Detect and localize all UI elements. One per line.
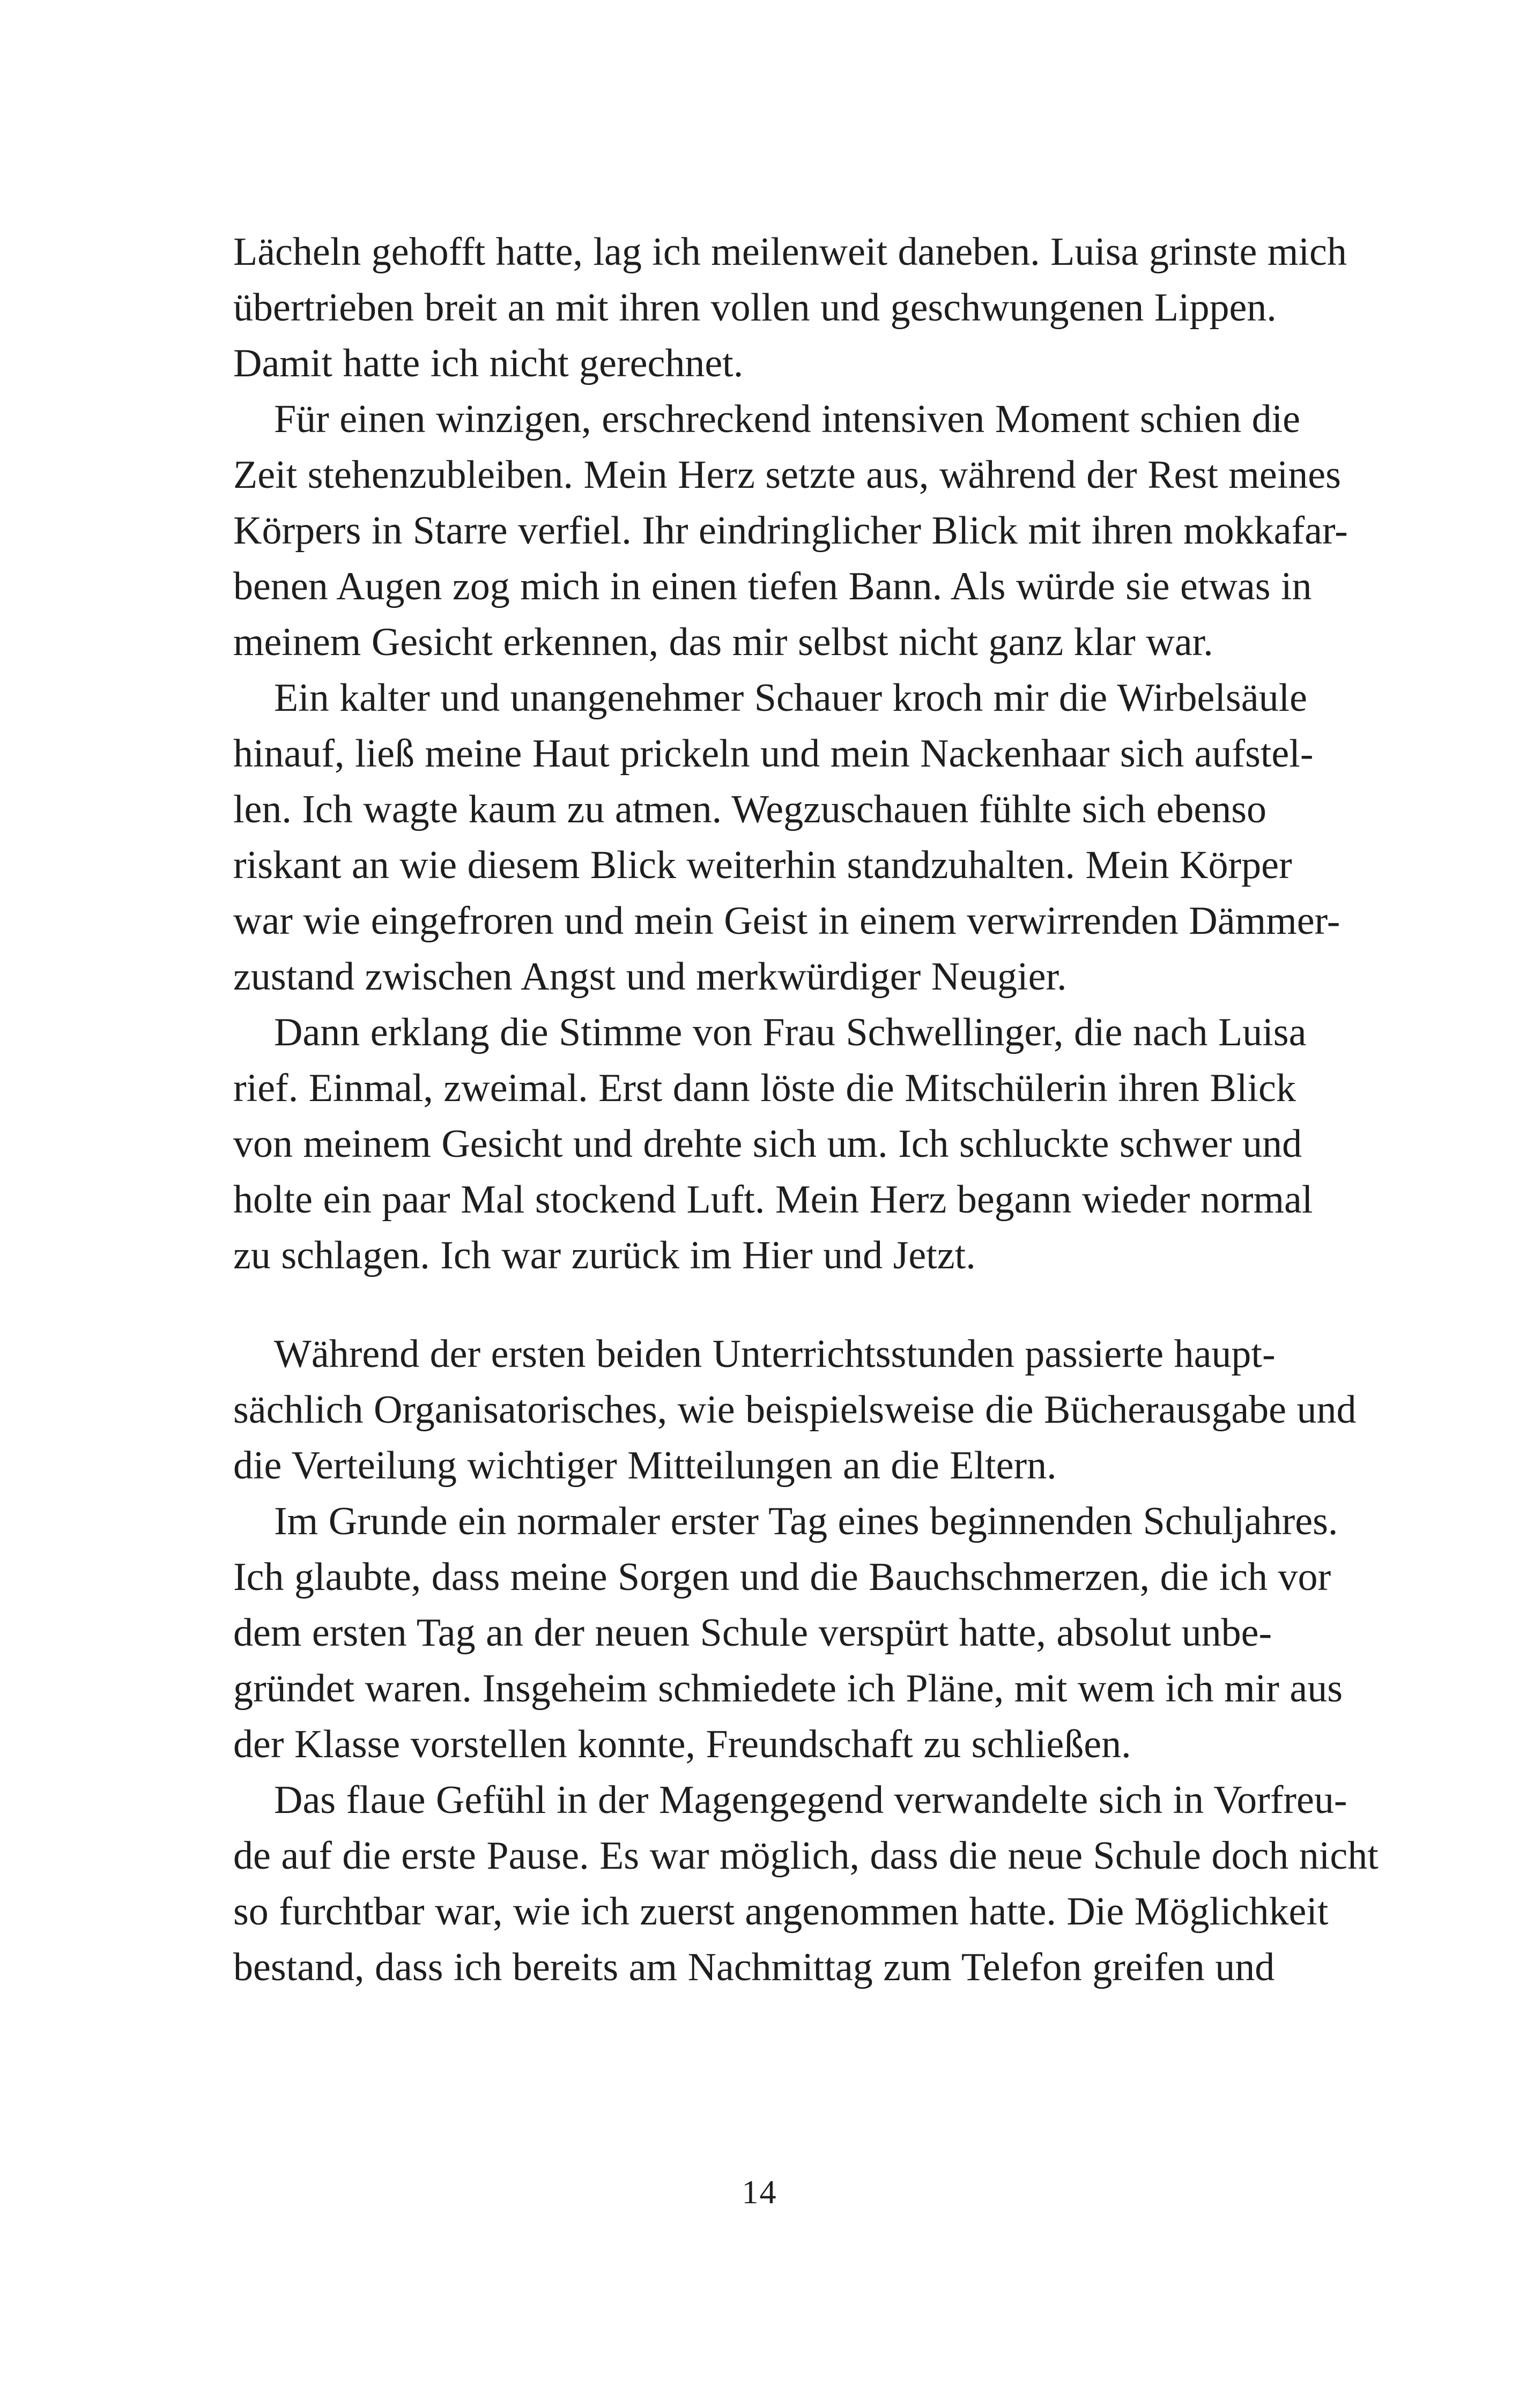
text-line: benen Augen zog mich in einen tiefen Bann. Als würde sie etwas in [233,564,1312,608]
text-line: war wie eingefroren und mein Geist in einem verwirrenden Dämmer- [233,899,1340,943]
text-line: de auf die erste Pause. Es war möglich, dass die neue Schule doch nicht [233,1834,1379,1878]
text-line: Zeit stehenzubleiben. Mein Herz setzte aus, während der Rest meines [233,453,1341,497]
text-line: Dann erklang die Stimme von Frau Schwellinger, die nach Luisa [274,1010,1307,1054]
text-line: hinauf, ließ meine Haut prickeln und mein Nackenhaar sich aufstel- [233,732,1314,776]
text-section-1 [233,224,1348,1283]
text-line: sächlich Organisatorisches, wie beispielsweise die Bücherausgabe und [233,1388,1357,1432]
text-line: die Verteilung wichtiger Mitteilungen an die Eltern. [233,1444,1057,1488]
text-line: bestand, dass ich bereits am Nachmittag zum Telefon greifen und [233,1945,1275,1989]
paragraph-7 [233,1772,1379,1995]
text-line: Im Grunde ein normaler erster Tag eines beginnenden Schuljahres. [274,1499,1338,1543]
text-line: zu schlagen. Ich war zurück im Hier und Jetzt. [233,1233,976,1277]
text-line: len. Ich wagte kaum zu atmen. Wegzuschauen fühlte sich ebenso [233,787,1267,831]
text-line: Lächeln gehofft hatte, lag ich meilenweit daneben. Luisa grinste mich [233,230,1347,274]
text-line: gründet waren. Insgeheim schmiedete ich Pläne, mit wem ich mir aus [233,1667,1343,1711]
text-section-2 [233,1326,1379,1995]
text-line: Körpers in Starre verfiel. Ihr eindringlicher Blick mit ihren mokkafar- [233,509,1348,553]
text-line: übertrieben breit an mit ihren vollen und geschwungenen Lippen. [233,286,1277,330]
text-line: dem ersten Tag an der neuen Schule verspürt hatte, absolut unbe- [233,1611,1272,1655]
text-line: Ich glaubte, dass meine Sorgen und die Bauchschmerzen, die ich vor [233,1555,1331,1599]
text-line: so furchtbar war, wie ich zuerst angenommen hatte. Die Möglichkeit [233,1890,1329,1934]
text-line: meinem Gesicht erkennen, das mir selbst nicht ganz klar war. [233,620,1213,664]
text-line: zustand zwischen Angst und merkwürdiger Neugier. [233,955,1067,999]
text-line: von meinem Gesicht und drehte sich um. Ich schluckte schwer und [233,1122,1302,1166]
text-line: Damit hatte ich nicht gerechnet. [233,341,744,385]
text-line: rief. Einmal, zweimal. Erst dann löste die Mitschülerin ihren Blick [233,1066,1296,1110]
paragraph-5 [233,1326,1357,1493]
paragraph-3 [233,670,1340,1005]
text-line: riskant an wie diesem Blick weiterhin standzuhalten. Mein Körper [233,843,1292,887]
text-line: Das flaue Gefühl in der Magengegend verwandelte sich in Vorfreu- [274,1778,1347,1822]
text-line: der Klasse vorstellen konnte, Freundschaft zu schließen. [233,1722,1131,1766]
paragraph-2 [233,391,1348,670]
paragraph-4 [233,1005,1313,1283]
text-line: Während der ersten beiden Unterrichtsstunden passierte haupt- [274,1332,1276,1376]
text-line: holte ein paar Mal stockend Luft. Mein Herz begann wieder normal [233,1178,1313,1222]
text-line: Ein kalter und unangenehmer Schauer kroch mir die Wirbelsäule [274,676,1307,720]
page-number: 14 [742,2174,777,2211]
paragraph-1 [233,224,1347,391]
paragraph-6 [233,1493,1343,1772]
text-line: Für einen winzigen, erschreckend intensiven Moment schien die [274,397,1300,441]
